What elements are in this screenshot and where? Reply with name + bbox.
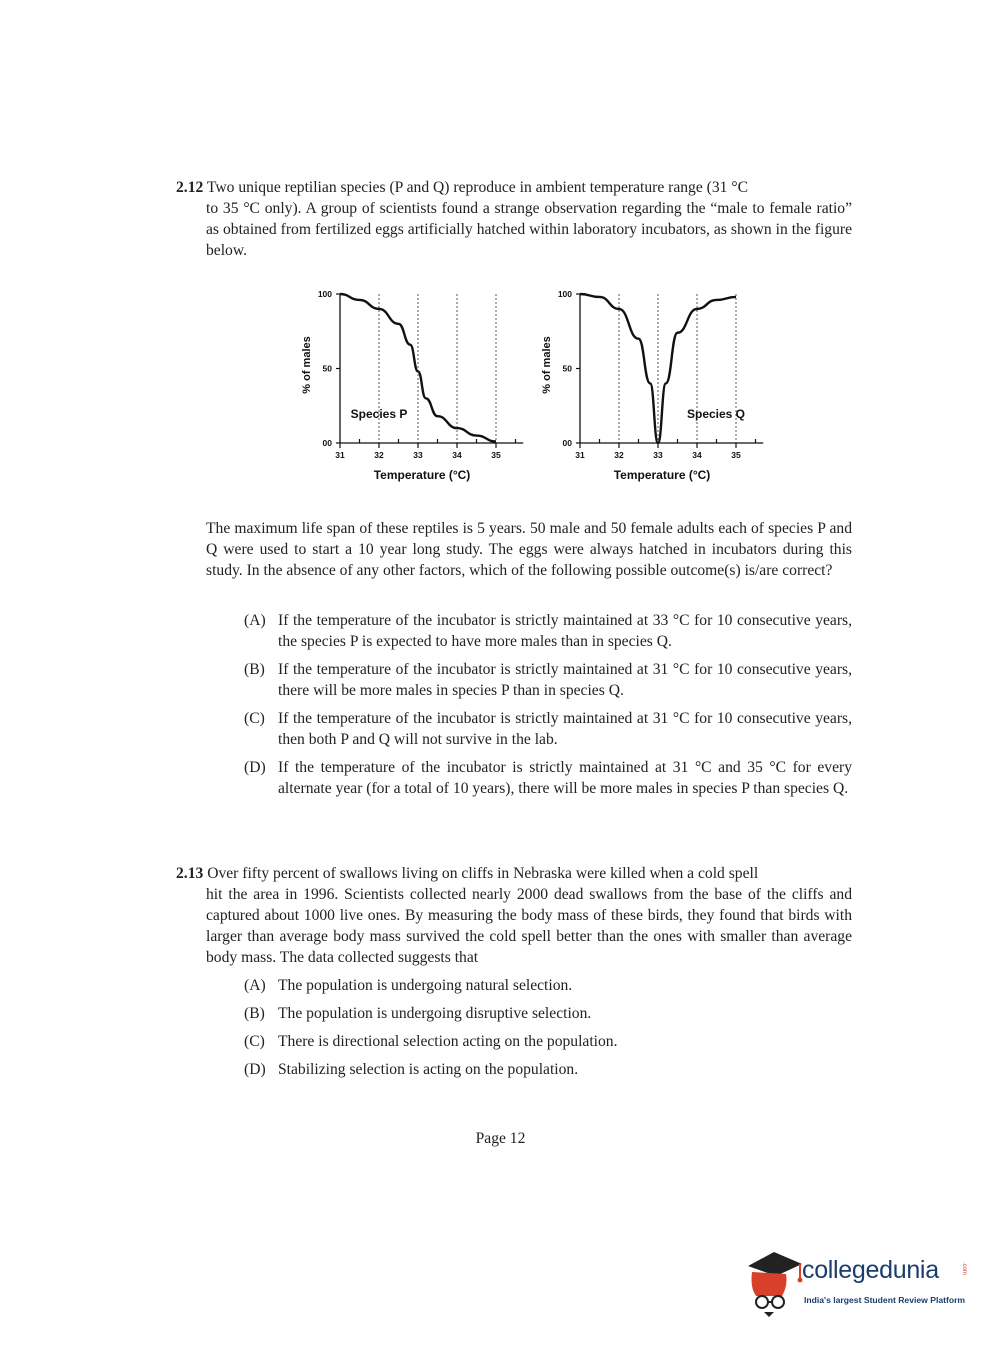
logo-wordmark: collegedunia — [802, 1256, 939, 1284]
x-axis-label: Temperature (°C) — [373, 468, 471, 482]
y-axis-label: % of males — [301, 336, 313, 394]
question-2-13-intro: hit the area in 1996. Scientists collected nearly 2000 dead swallows from the base of the cliffs and captured about 1000 live ones. By measuring the body mass of these birds, they found that birds with larger than average body mass survived the cold spell better than the ones with smaller than average body mass. The data collected suggests that — [206, 886, 852, 966]
question-2-12-first-line — [176, 177, 852, 198]
y-tick-label: 100 — [557, 289, 572, 299]
x-tick-label: 35 — [731, 450, 741, 460]
option-label: (B) — [244, 1005, 265, 1022]
x-tick-label: 34 — [452, 450, 462, 460]
chart-species-p — [292, 283, 532, 488]
option-text: The population is undergoing natural selection. — [278, 977, 573, 994]
question-2-12-stem: The maximum life span of these reptiles is 5 years. 50 male and 50 female adults each of species P and Q were used to start a 10 year long study. The eggs were always hatched in incubators during this study. In the absence of any other factors, which of the following possible outcome(s) is/are correct? — [206, 520, 852, 579]
option-text: If the temperature of the incubator is strictly maintained at 33 °C for 10 consecutive years, the species P is expected to have more males than in species Q. — [278, 612, 852, 650]
question-number: 2.13 — [176, 865, 204, 882]
x-tick-label: 31 — [335, 450, 345, 460]
option-text: If the temperature of the incubator is strictly maintained at 31 °C for 10 consecutive years, there will be more males in species P than in species Q. — [278, 661, 852, 699]
option-text: Stabilizing selection is acting on the population. — [278, 1061, 579, 1078]
option-d — [244, 1059, 852, 1080]
logo-tagline: India's largest Student Review Platform — [804, 1295, 966, 1305]
option-c — [244, 1031, 852, 1052]
option-label: (D) — [244, 1061, 266, 1078]
x-tick-label: 34 — [692, 450, 702, 460]
option-c — [244, 708, 852, 750]
option-label: (C) — [244, 1033, 265, 1050]
option-a — [244, 610, 852, 652]
question-text: Two unique reptilian species (P and Q) reproduce in ambient temperature range (31 °C — [206, 179, 748, 196]
option-label: (A) — [244, 612, 266, 629]
x-tick-label: 33 — [413, 450, 423, 460]
chart-species-q — [532, 283, 772, 488]
collegedunia-logo — [742, 1248, 972, 1318]
x-tick-label: 32 — [374, 450, 384, 460]
question-2-13 — [176, 863, 852, 968]
logo-suffix: .com — [961, 1262, 967, 1276]
question-2-13-options — [244, 968, 852, 1080]
y-axis-label: % of males — [541, 336, 553, 394]
option-text: If the temperature of the incubator is strictly maintained at 31 °C for 10 consecutive years, then both P and Q will not survive in the lab. — [278, 710, 852, 748]
page-number: Page 12 — [475, 1130, 526, 1147]
question-text: Over fifty percent of swallows living on cliffs in Nebraska were killed when a cold spell — [207, 865, 759, 882]
option-label: (B) — [244, 661, 265, 678]
y-tick-label: 00 — [322, 438, 332, 448]
mascot-icon — [742, 1248, 804, 1318]
species-label: Species P — [350, 407, 408, 421]
question-2-12-intro: to 35 °C only). A group of scientists found a strange observation regarding the “male to female ratio” as obtained from fertilized eggs artificially hatched within laboratory incubators, as shown in the figure below. — [206, 200, 852, 259]
option-label: (D) — [244, 759, 266, 776]
option-a — [244, 975, 852, 996]
option-text: There is directional selection acting on the population. — [278, 1033, 618, 1050]
y-tick-label: 50 — [322, 363, 332, 374]
option-label: (C) — [244, 710, 265, 727]
y-tick-label: 00 — [562, 438, 572, 448]
option-label: (A) — [244, 977, 266, 994]
question-2-12 — [176, 177, 852, 261]
x-axis-label: Temperature (°C) — [613, 468, 711, 482]
option-text: The population is undergoing disruptive selection. — [278, 1005, 592, 1022]
option-d — [244, 757, 852, 799]
y-tick-label: 50 — [562, 363, 572, 374]
question-number: 2.12 — [176, 179, 204, 196]
x-tick-label: 32 — [614, 450, 624, 460]
x-tick-label: 35 — [491, 450, 501, 460]
question-2-12-options — [244, 603, 852, 799]
x-tick-label: 31 — [575, 450, 585, 460]
species-label: Species Q — [686, 407, 746, 421]
option-text: If the temperature of the incubator is strictly maintained at 31 °C and 35 °C for every alternate year (for a total of 10 years), there will be more males in species P than species Q. — [278, 759, 852, 797]
y-tick-label: 100 — [317, 289, 332, 299]
x-tick-label: 33 — [653, 450, 663, 460]
option-b — [244, 1003, 852, 1024]
question-2-13-first-line — [176, 863, 852, 884]
option-b — [244, 659, 852, 701]
